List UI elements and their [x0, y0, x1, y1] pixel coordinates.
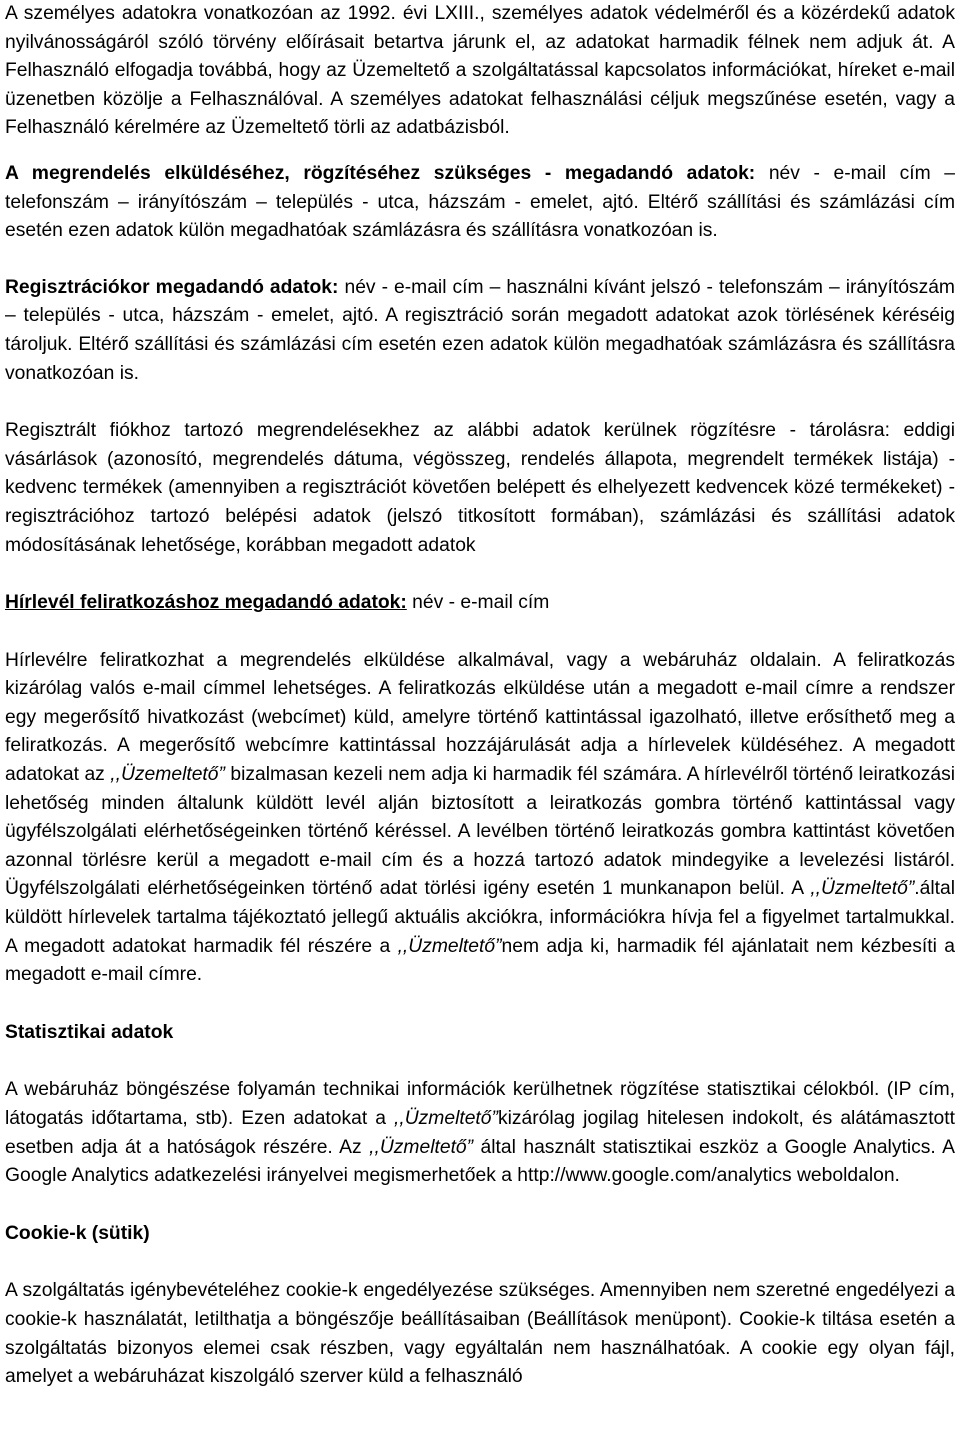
document-page [5, 0, 955, 1392]
operator-quote-4: ,,Üzmeltető” [394, 1108, 498, 1129]
registered-accounts-paragraph: Regisztrált fiókhoz tartozó megrendelésekhez az alábbi adatok kerülnek rögzítésre - tárolásra: eddigi vásárlások (azonosító, megrendelés dátuma, végösszeg, rendelés állapota, megrendelt termékek listája) - kedvenc termékek (amennyiben a regisztrációt követően belépett és elhelyezett kedvencek közé termékeket) - regisztrációhoz tartozó belépési adatok (jelszó titkosított formában), számlázási és szállítási adatok módosításának lehetősége, korábban megadott adatok [5, 420, 955, 556]
newsletter-text-3: .által küldött hírlevelek tartalma tájékoztató jellegű aktuális akciókra, információkra hívja fel a figyelmet tartalmukkal. A megadott adatokat harmadik fél részére a [5, 878, 955, 957]
operator-quote-5: ,,Üzmeltető” [369, 1136, 474, 1158]
newsletter-text-4: nem adja ki, harmadik fél ajánlatait nem kézbesíti a megadott e-mail címre. [5, 935, 956, 986]
cookies-heading-text: Cookie-k (sütik) [5, 1222, 150, 1244]
registration-note-1: A regisztráció során megadott adatokat azok törlésének kéréséig tároljuk. [5, 305, 955, 355]
operator-quote-2: ,,Üzmeltető” [810, 878, 915, 900]
registration-note-2: Eltérő szállítási és számlázási cím esetén ezen adatok külön megadhatóak számlázásra és szállításra vonatkozóan is. [5, 333, 955, 384]
intro-sentence-1: A személyes adatokra vonatkozóan az 1992. évi LXIII., személyes adatok védelméről és a közérdekű adatok nyilvánosságáról szóló törvény előírásait betartva járunk el, az adatokat harmadik félnek nem adjuk át. [5, 3, 955, 53]
intro-sentence-2: A Felhasználó elfogadja továbbá, hogy az Üzemeltető a szolgáltatással kapcsolatos információkat, híreket e-mail üzenetben közölje a Felhasználóval. [5, 31, 955, 110]
intro-paragraph [5, 0, 955, 143]
newsletter-text-1: Hírlevélre feliratkozhat a megrendelés elküldése alkalmával, vagy a webáruház oldalain. A feliratkozás kizárólag valós e-mail címmel lehetséges. A feliratkozás elküldése után a megadott e-mail címre a rendszer egy megerősítő hivatkozást (webcímet) küld, amelyre történő kattintással igazolható, illetve erősíthető meg a feliratkozás. A megerősítő webcímre kattintással hozzájárulását adja a hírlevelek küldéséhez. A megadott adatokat az [5, 649, 955, 786]
newsletter-fields-paragraph [5, 589, 955, 618]
statistics-text-3: által használt statisztikai eszköz a Google Analytics. A Google Analytics adatkezelési irányelvei megismerhetőek a http://www.google.com/analytics weboldalon. [5, 1136, 955, 1187]
statistics-text-2: kizárólag jogilag hitelesen indokolt, és alátámasztott esetben adja át a hatóságok részére. Az [5, 1108, 955, 1158]
cookies-paragraph: A szolgáltatás igénybevételéhez cookie-k engedélyezése szükséges. Amennyiben nem szeretné engedélyezi a cookie-k használatát, letilthatja a böngészője beállításaiban (Beállítások menüpont). Cookie-k tiltása esetén a szolgáltatás bizonyos elemei csak részben, vagy egyáltalán nem használhatóak. A cookie egy olyan fájl, amelyet a webáruházat kiszolgáló szerver küld a felhasználó [5, 1280, 955, 1388]
statistics-heading-text: Statisztikai adatok [5, 1021, 174, 1043]
newsletter-fields: név - e-mail cím [406, 592, 550, 614]
statistics-text-1: A webáruház böngészése folyamán technikai információk kerülhetnek rögzítése statisztikai célokból. (IP cím, látogatás időtartama, stb). Ezen adatokat a [5, 1079, 955, 1129]
order-paragraph [5, 160, 955, 246]
newsletter-label: Hírlevél feliratkozáshoz megadandó adatok: [5, 592, 407, 614]
intro-sentence-3: A személyes adatokat felhasználási céljuk megszűnése esetén, vagy a Felhasználó kérelmére az Üzemeltető törli az adatbázisból. [5, 88, 955, 139]
newsletter-text-2: bizalmasan kezeli nem adja ki harmadik fél számára. A hírlevélről történő leiratkozási lehetőség minden általunk küldött levél alján biztosított a leiratkozás gombra történő kattintással vagy ügyfélszolgálati elérhetőségeinken történő kéréssel. A levélben történő leiratkozás gombra kattintást követően azonnal törlésre kerül a megadott e-mail cím és a hozzá tartozó adatok mindegyike a levelezési listáról. Ügyfélszolgálati elérhetőségeinken történő adat törlési igény esetén 1 munkanapon belül. A [5, 764, 955, 900]
registration-paragraph [5, 274, 955, 388]
statistics-paragraph [5, 1076, 955, 1190]
operator-quote-1: ,,Üzemeltető” [110, 764, 225, 786]
order-note: Eltérő szállítási és számlázási cím esetén ezen adatok külön megadhatóak számlázásra és szállításra vonatkozóan is. [5, 191, 956, 242]
registration-label: Regisztrációkor megadandó adatok: [5, 276, 339, 298]
order-fields: név - e-mail cím – telefonszám – irányítószám – település - utca, házszám - emelet, ajtó. [5, 162, 955, 213]
registration-fields: név - e-mail cím – használni kívánt jelszó - telefonszám – irányítószám – település - utca, házszám - emelet, ajtó. [5, 276, 955, 327]
newsletter-paragraph [5, 647, 955, 990]
order-label: A megrendelés elküldéséhez, rögzítéséhez szükséges - megadandó adatok: [5, 162, 756, 184]
operator-quote-3: ,,Üzmeltető” [397, 935, 502, 957]
cookies-heading [5, 1220, 955, 1249]
statistics-heading [5, 1019, 955, 1048]
